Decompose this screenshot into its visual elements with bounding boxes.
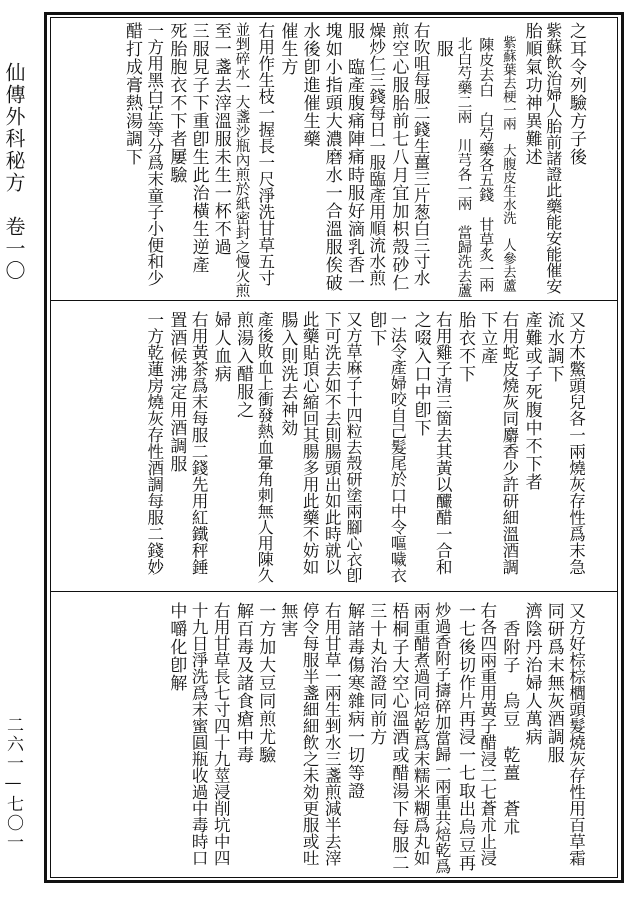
text-column: 服 xyxy=(432,22,453,58)
margin-page-number: 二六一—七〇一 xyxy=(3,716,23,852)
text-column: 產難或子死腹中不下者 xyxy=(521,311,542,491)
text-column: 中嚼化卽解 xyxy=(166,602,187,692)
text-column: 一方加大豆同煎尤驗 xyxy=(255,602,276,764)
text-column: 右各四兩重用黃子醋浸二七蒼朮止浸 xyxy=(477,602,497,866)
text-column: 又方好棕棕櫚頭髮燒灰存性用百草霜 xyxy=(566,602,586,866)
text-column: 服 臨產腹痛陣痛時服好滴乳香一 xyxy=(344,22,364,292)
text-column: 十九日淨洗爲末蜜圓瓶收過中毒時口 xyxy=(189,602,209,866)
text-column: 水後卽進催生藥 xyxy=(299,22,320,148)
text-column: 醋打成膏熱湯調下 xyxy=(122,22,142,166)
text-column: 胎順氣功神異難述 xyxy=(521,22,542,166)
text-column: 置酒候沸定用酒調服 xyxy=(166,311,187,473)
text-column: 濟陰丹治婦人萬病 xyxy=(521,602,542,746)
text-column: 三服見子下重卽生此治橫生逆產 xyxy=(188,22,209,274)
text-column: 產後敗血上衝發熱血暈角刺無人用陳久 xyxy=(255,311,275,583)
text-column: 右用雞子清三箇去其黃以釅醋一合和 xyxy=(433,311,453,575)
text-column: 同研爲末無灰酒調服 xyxy=(543,602,564,764)
text-column: 死胎胞衣不下者屢驗 xyxy=(166,22,187,184)
text-column: 之啜入口中卽下 xyxy=(410,311,431,437)
text-column: 此藥貼頂心縮回其腸多用此藥不妨如 xyxy=(300,311,320,575)
text-column: 梧桐子大空心溫酒或醋湯下每服二 xyxy=(388,602,409,872)
text-column: 並剉碎水一大盞沙瓶內煎於紙密封之慢火煎 xyxy=(233,22,250,298)
text-column: 右用甘草長七寸四十九莖浸削坑中四 xyxy=(211,602,231,866)
text-column: 右吹咀每服二錢生薑三片葱白三寸水 xyxy=(411,22,431,286)
text-column: 紫蘇飲治婦人胎前諸證此藥能安能催安 xyxy=(543,22,563,294)
text-column: 又方木鱉頭兒各一兩燒灰存性爲末急 xyxy=(566,311,586,575)
text-column: 炒過香附子擣碎加當歸一兩重共焙乾爲 xyxy=(432,602,452,874)
text-column: 三十丸治證同前方 xyxy=(366,602,387,746)
text-column: 至一盞去滓溫服未生一杯不過 xyxy=(210,22,231,256)
section-divider xyxy=(50,300,618,301)
text-column: 煎空心服胎前七八月宜加枳殼砂仁 xyxy=(388,22,409,292)
text-column: 燥炒仁三錢每日一服臨產用順流水煎 xyxy=(366,22,386,286)
text-column: 解百毒及諸食瘡中毒 xyxy=(233,602,253,764)
text-column: 右用黃茶爲末每服二錢先用紅鐵秤錘 xyxy=(189,311,209,575)
text-column: 一方用黑白芷等分爲末童子小便和少 xyxy=(144,22,164,286)
text-column: 煎湯入醋服之 xyxy=(233,311,253,419)
margin-title: 仙傳外科秘方 卷一〇 xyxy=(2,62,26,282)
text-column: 塊如小指頭大濃磨水一合溫服俟破 xyxy=(321,22,342,292)
text-column: 右用甘草一兩生剉水三盞煎減半去滓 xyxy=(322,602,342,866)
text-column: 紫蘇葉去梗一兩 大腹皮生水洗 人參去蘆 xyxy=(499,22,516,292)
text-column: 北白芍藥二兩 川芎各一兩 當歸洗去蘆 xyxy=(455,22,472,298)
text-column: 一法令產婦咬自己髮尾於口中令嘔噦衣 xyxy=(388,311,408,583)
text-column: 兩重醋煮過同焙乾爲末糯米糊爲丸如 xyxy=(411,602,431,866)
text-column: 陳皮去白 白芍藥各五錢 甘草炙一兩 xyxy=(477,22,496,292)
text-column: 催生方 xyxy=(277,22,298,76)
text-column: 右用蛇皮燒灰同麝香少許研細溫酒調 xyxy=(499,311,519,575)
text-column: 一七後切作片再浸一七取出烏豆再 xyxy=(455,602,475,872)
text-column: 無害 xyxy=(277,602,298,638)
text-column: 一方乾蓮房燒灰存性酒調每服二錢妙 xyxy=(144,311,164,575)
text-column: 流水調下 xyxy=(543,311,564,383)
text-column: 之耳令列驗方子後 xyxy=(566,22,586,166)
text-column: 下立產 xyxy=(477,311,498,365)
text-column: 腸入則洗去神効 xyxy=(277,311,298,437)
text-column: 停令每服半盞細細飲之未効更服或吐 xyxy=(300,602,320,866)
text-column: 婦人血病 xyxy=(210,311,231,383)
text-column: 解諸毒傷寒雜病一切等證 xyxy=(344,602,364,800)
text-column: 香附子 烏豆 乾薑 蒼朮 xyxy=(499,602,520,836)
text-column: 下可洗去如不去則腸頭出如此時就以 xyxy=(322,311,342,575)
text-column: 胎衣不下 xyxy=(455,311,475,383)
text-column: 卽下 xyxy=(366,311,387,347)
text-column: 右用作生枝一握長一尺淨洗甘草五寸 xyxy=(255,22,275,286)
section-divider xyxy=(50,591,618,592)
text-column: 又方草麻子十四粒去殼研塗兩腳心衣卽 xyxy=(344,311,363,583)
